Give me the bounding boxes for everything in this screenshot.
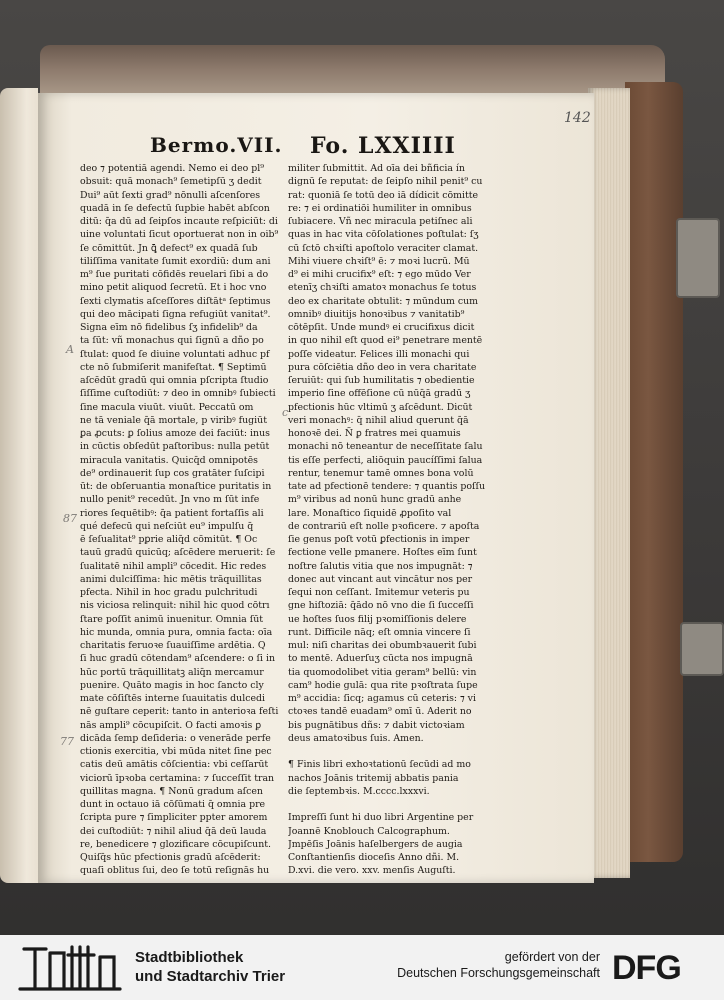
text-line: monachi nō teneantur de neceſſitate ſalu bbox=[288, 441, 483, 453]
text-line: dicāda ſemp deſideria: o venerāde perfe bbox=[80, 732, 271, 744]
text-line: puenire. Quāto magis in hoc ſancto cly bbox=[80, 679, 264, 691]
folio-header: Fo. LXXIIII bbox=[310, 133, 456, 159]
text-line: ue hoſtes ſuos filij pꝛomiſſionis delere bbox=[288, 613, 467, 625]
text-line: lare. Monaſtico ſiquidē ꝓpoſito val bbox=[288, 507, 452, 519]
text-line: nās ampli⁹ cōcupiſcit. O facti amoꝛis ꝑ bbox=[80, 719, 262, 731]
text-line: honoꝛē dei. Ñ ꝑ fratres mei quamuis bbox=[288, 428, 461, 439]
text-line: charitatis feruoꝛe ſuauiſſime ardētia. Q bbox=[80, 640, 266, 651]
text-line: tiliſſima vanitate ſumit exordiū: dum ani bbox=[80, 255, 271, 267]
text-line: de contrariū eſt nolle pꝛoficere. ⁊ apoſta bbox=[288, 520, 480, 532]
text-line: quillitas magna. ¶ Nonū gradum aſcen bbox=[80, 785, 263, 797]
upper-clasp bbox=[676, 218, 720, 298]
text-line: Conſtantienſis dioceſis Anno dñi. M. bbox=[288, 852, 460, 863]
library-name bbox=[135, 948, 285, 986]
library-name-line2: und Stadtarchiv Trier bbox=[135, 968, 286, 985]
text-line: omnibꝰ diuitijs honoꝛibus ⁊ vanitatib⁹ bbox=[288, 308, 465, 320]
text-line: ctionis exercitia, vbi mūda nitet ſine pec bbox=[80, 746, 272, 757]
text-line: Jmpēſis Joānis haſelbergers de augia bbox=[288, 838, 463, 850]
text-line: quadā in ſe defectū ſupbie habēt abſcon bbox=[80, 202, 270, 214]
text-line: ſexti clymatis aſceſſores diſtātᵃ ſeptimus bbox=[80, 295, 271, 307]
text-line: militer ſubmittit. Ad oīa dei bñficia ín bbox=[288, 163, 465, 174]
text-line: in quo nihil eſt quod ei⁹ penetrare mentē bbox=[288, 335, 483, 347]
margin-note: c bbox=[282, 406, 289, 419]
text-line: noſtre ſalutis vitia que nos impugnāt: ⁊ bbox=[288, 560, 473, 572]
text-line: aſcēdūt gradū qui omnia pſcripta ſtudio bbox=[80, 375, 269, 386]
text-line: mate cōſiſtēs interne ſuauitatis dulcedi bbox=[80, 693, 265, 704]
text-line: miracula vanitatis. Quicq̄d omnipotēs bbox=[80, 454, 258, 466]
text-line: cte nō ſubmiſerit manifeſtat. ¶ Septimū bbox=[80, 361, 267, 373]
text-line: cū ſctō chꝛiſti apoſtolo veraciter clamat. bbox=[288, 242, 479, 254]
text-line: donec aut vincant aut vincātur nos per bbox=[288, 573, 473, 585]
text-line: nis viciosa relinquit: nihil hic quod cōtrı bbox=[80, 600, 270, 612]
text-line: ūt: de obſeruantia monaſtice puritatis in bbox=[80, 481, 272, 492]
text-line: m⁹ ſue puritati cōfidēs reuelari ſibi a do bbox=[80, 269, 269, 280]
text-line: deo ⁊ potentiā agendi. Nemo ei deo pl⁹ bbox=[80, 163, 265, 174]
text-line: ſine macula viuūt. viuūt. Peccatū om bbox=[80, 401, 254, 413]
pencil-folio-number: 142 bbox=[564, 110, 591, 126]
right-text-column bbox=[288, 162, 491, 878]
text-line: dunt in octauo iā cōſūmati q̄ omnia pre bbox=[80, 799, 266, 810]
text-line: pura cōſciētia dño deo in vera charitate bbox=[288, 361, 477, 373]
text-line: ſubiacere. Vñ nec miracula petiſnec ali bbox=[288, 216, 473, 227]
text-line: re: ⁊ ei ordinatiōi humiliter in omnibus bbox=[288, 202, 472, 214]
text-line: nullo penit⁹ recedūt. Jn vno m ſūt infe bbox=[80, 494, 260, 506]
text-line: d⁹ ei mihi crucifix⁹ eſt: ⁊ ego mūdo Ver bbox=[288, 269, 471, 280]
text-line: tate ad pfectionē tendere: ⁊ quantis poſſu bbox=[288, 481, 486, 492]
text-line: ta ſūt: vñ monachus qui ſignū a dño po bbox=[80, 335, 264, 347]
text-line: ¶ Finis libri exhoꝛtationū ſecūdi ad mo bbox=[288, 759, 471, 771]
text-line: cōtēpſit. Unde mundꝰ ei crucifixus dicit bbox=[288, 322, 475, 333]
text-line: dei cuſtodiūt: ⁊ nihil aliud q̄ā deū lauda bbox=[80, 825, 267, 837]
text-line: hic munda, omnia pura, omnia facta: oīa bbox=[80, 626, 273, 638]
text-line: to mentē. Aduerſuʒ cūcta nos impugnā bbox=[288, 653, 473, 665]
text-line: ſeruiūt: qui ſub humilitatis ⁊ obedientie bbox=[288, 375, 475, 386]
text-line: nē guſtare ceperit: tanto in anterioꝛa feſti bbox=[80, 706, 279, 718]
library-logo-icon bbox=[16, 943, 124, 993]
page-stack bbox=[588, 88, 630, 878]
text-line: ditū: q̄a dū ad ſeipſos incaute reſpiciūt: di bbox=[80, 216, 278, 227]
text-line: etenīʒ chꝛiſti amatoꝛ monachus ſe totus bbox=[288, 282, 477, 294]
library-name-line1: Stadtbibliothek bbox=[135, 949, 244, 966]
text-line: qué defecū qui neſciūt eu⁹ impulſu q̄ bbox=[80, 520, 254, 532]
text-line: riores ſequētibꝰ: q̄a patient fortaſſis ali bbox=[80, 507, 264, 519]
book-cover-edge bbox=[625, 82, 683, 862]
text-line: ſie genus poſt votū ꝑfectionis in imper bbox=[288, 534, 470, 545]
blank-line bbox=[288, 798, 491, 811]
margin-note: 77 bbox=[60, 735, 74, 748]
text-line: ſi huc gradū cōtendam⁹ aſcendere: o ſi in bbox=[80, 653, 276, 665]
text-line: ne tā veniale q̄ā mortale, p viribꝰ fugiūt bbox=[80, 414, 267, 426]
lower-clasp bbox=[680, 622, 724, 676]
text-line: Mihi viuere chꝛiſt⁹ ē: ⁊ moꝛi lucrū. Mū bbox=[288, 255, 470, 267]
text-line: pfectionis hūc vltimū ʒ aſcēdunt. Dicūt bbox=[288, 401, 473, 413]
text-line: ſe cōmittūt. Jn ꝗ̄ defect⁹ ex quadā ſub bbox=[80, 242, 258, 254]
text-line: ſualitatē nihil ampli⁹ cōcedit. Hic redes bbox=[80, 560, 267, 572]
text-line: obsuit: quā monach⁹ ſemetipſū ʒ dedit bbox=[80, 176, 262, 188]
text-line: veri monachꝰ: q̄ nihil aliud querunt q̄ā bbox=[288, 414, 469, 426]
text-line: rat: quoniā ſe totū deo iā dídicit cōmitte bbox=[288, 189, 479, 201]
text-line: mul: niſi charitas dei obumbꝛauerit ſubi bbox=[288, 640, 477, 651]
funder-line1: gefördert von der bbox=[504, 950, 600, 964]
text-line: tis eſſe perfecti, aliōquin paucíſſimi ſalua bbox=[288, 454, 483, 466]
text-line: ſtare poſſit animū inuenitur. Omnia ſūt bbox=[80, 613, 264, 625]
text-line: nachos Joānis tritemij abbatis pania bbox=[288, 772, 459, 784]
text-line: m⁹ accidia: ſicq; agamus cū ceteris: ⁊ vi bbox=[288, 693, 476, 704]
dfg-logo: DFG bbox=[612, 949, 681, 987]
text-line: ē ſeſualitat⁹ pꝑrie aliq̄d cōmitūt. ¶ Oc bbox=[80, 534, 258, 545]
text-line: D.xvi. die vero. xxv. menſis Auguſti. bbox=[288, 865, 456, 877]
text-line: viciorū īpꝛoba certamina: ⁊ ſucceſſit tran bbox=[80, 772, 275, 784]
text-line: ſtulat: quod ſe diuine voluntati adhuc pf bbox=[80, 348, 270, 360]
text-line: in cūctis obſedūt paſtoribus: nulla petūt bbox=[80, 441, 270, 453]
text-line: hūc portū trāquillitatꝫ aliq̄n mercamur bbox=[80, 666, 264, 678]
text-line: deus amatoꝛibus ſuis. Amen. bbox=[288, 732, 424, 744]
text-line: tauū gradū quicūq; aſcēdere meruerit: ſe bbox=[80, 547, 276, 559]
blank-line bbox=[288, 745, 491, 758]
text-line: ſcripta pure ⁊ ſimpliciter ppter amorem bbox=[80, 812, 268, 824]
text-line: de⁹ ordinauerit ſup cos gratāter ſuſcipi bbox=[80, 467, 265, 479]
text-line: cam⁹ hodie gulā: qua rite pꝛoſtrata ſupe bbox=[288, 679, 478, 691]
text-line: imperio ſine offēſione cū nūq̄ā gradū ʒ bbox=[288, 388, 471, 400]
text-line: quaſi oblitus ſui, deo ſe totū reſignās hu bbox=[80, 865, 270, 877]
text-line: gne hiſtoziā: q̄ādo nō vno die ſi ſucceſſi bbox=[288, 600, 474, 612]
text-line: mino petit aliquod ſecretū. Et i hoc vno bbox=[80, 282, 267, 294]
text-line: ꝑa ꝓcuts: ꝑ ſolius amoze dei faciūt: inus bbox=[80, 428, 270, 439]
text-line: Joannē Knoblouch Calcographum. bbox=[288, 825, 450, 837]
funder-text bbox=[397, 949, 600, 981]
text-line: Impreſſi ſunt hi duo libri Argentine per bbox=[288, 812, 474, 824]
text-line: animi dulciſſima: hic mētis trāquillitas bbox=[80, 573, 262, 585]
footer-bar bbox=[0, 935, 724, 1000]
text-line: Dui⁹ aūt ſexti grad⁹ nōnulli aſcenſores bbox=[80, 189, 261, 201]
margin-note: A bbox=[66, 343, 74, 356]
text-line: ctoꝛes tandē euadam⁹ omī ū. Aderit no bbox=[288, 706, 472, 718]
text-line: Signa eīm nō fidelibus ſʒ infidelib⁹ da bbox=[80, 322, 258, 333]
text-line: Quiſq̄s hūc pfectionis gradū aſcēderit: bbox=[80, 852, 261, 863]
text-line: ſiſſime cuſtodiūt: ⁊ deo in omnibꝰ ſubiecti bbox=[80, 388, 276, 400]
left-text-column bbox=[80, 162, 280, 878]
text-line: m⁹ viribus ad nonū hunc gradū anhe bbox=[288, 494, 462, 506]
text-line: rentur, tenemur tamē omnes bona volū bbox=[288, 467, 474, 479]
text-line: pfecta. Nihil in hoc gradu pulchritudi bbox=[80, 587, 258, 598]
funder-line2: Deutschen Forschungsgemeinschaft bbox=[397, 966, 600, 980]
text-line: uine voluntati ſicut oportuerat non in oib⁹ bbox=[80, 229, 279, 241]
text-line: quas in hac vita cōſolationes poſtulat: ſʒ bbox=[288, 229, 479, 241]
text-line: runt. Difficile nāq; eſt omnia vincere ſi bbox=[288, 626, 471, 638]
text-line: ſequi non ceſſant. Imitemur veteris pu bbox=[288, 587, 470, 598]
text-line: catis deū amātis cōſcientia: vbi ceſſarūt bbox=[80, 759, 269, 771]
left-page-curl bbox=[0, 88, 38, 883]
text-line: die ſeptembꝛis. M.cccc.lxxxvi. bbox=[288, 785, 430, 797]
text-line: fectione velle pmanere. Hoſtes eīm ſunt bbox=[288, 547, 477, 559]
text-line: tia quomodolibet vitia geram⁹ bellū: vin bbox=[288, 666, 477, 678]
text-line: dignū ſe reputat: de ſeipſo nihil penit⁹ cu bbox=[288, 176, 483, 188]
text-line: qui deo mācipati ſigna refugiūt vanitat⁹. bbox=[80, 308, 271, 320]
text-line: re, benedicere ⁊ glozificare cōcupiſcunt. bbox=[80, 838, 271, 850]
margin-note: 87 bbox=[63, 512, 77, 525]
text-line: deo ex charitate obtulit: ⁊ mūndum cum bbox=[288, 295, 479, 307]
text-line: poſſe videatur. Felices illi monachi qui bbox=[288, 348, 470, 360]
text-line: bis pugnātibus dñs: ⁊ dabit victoꝛiam bbox=[288, 719, 465, 731]
running-header: Bermo.VII. bbox=[150, 133, 283, 157]
